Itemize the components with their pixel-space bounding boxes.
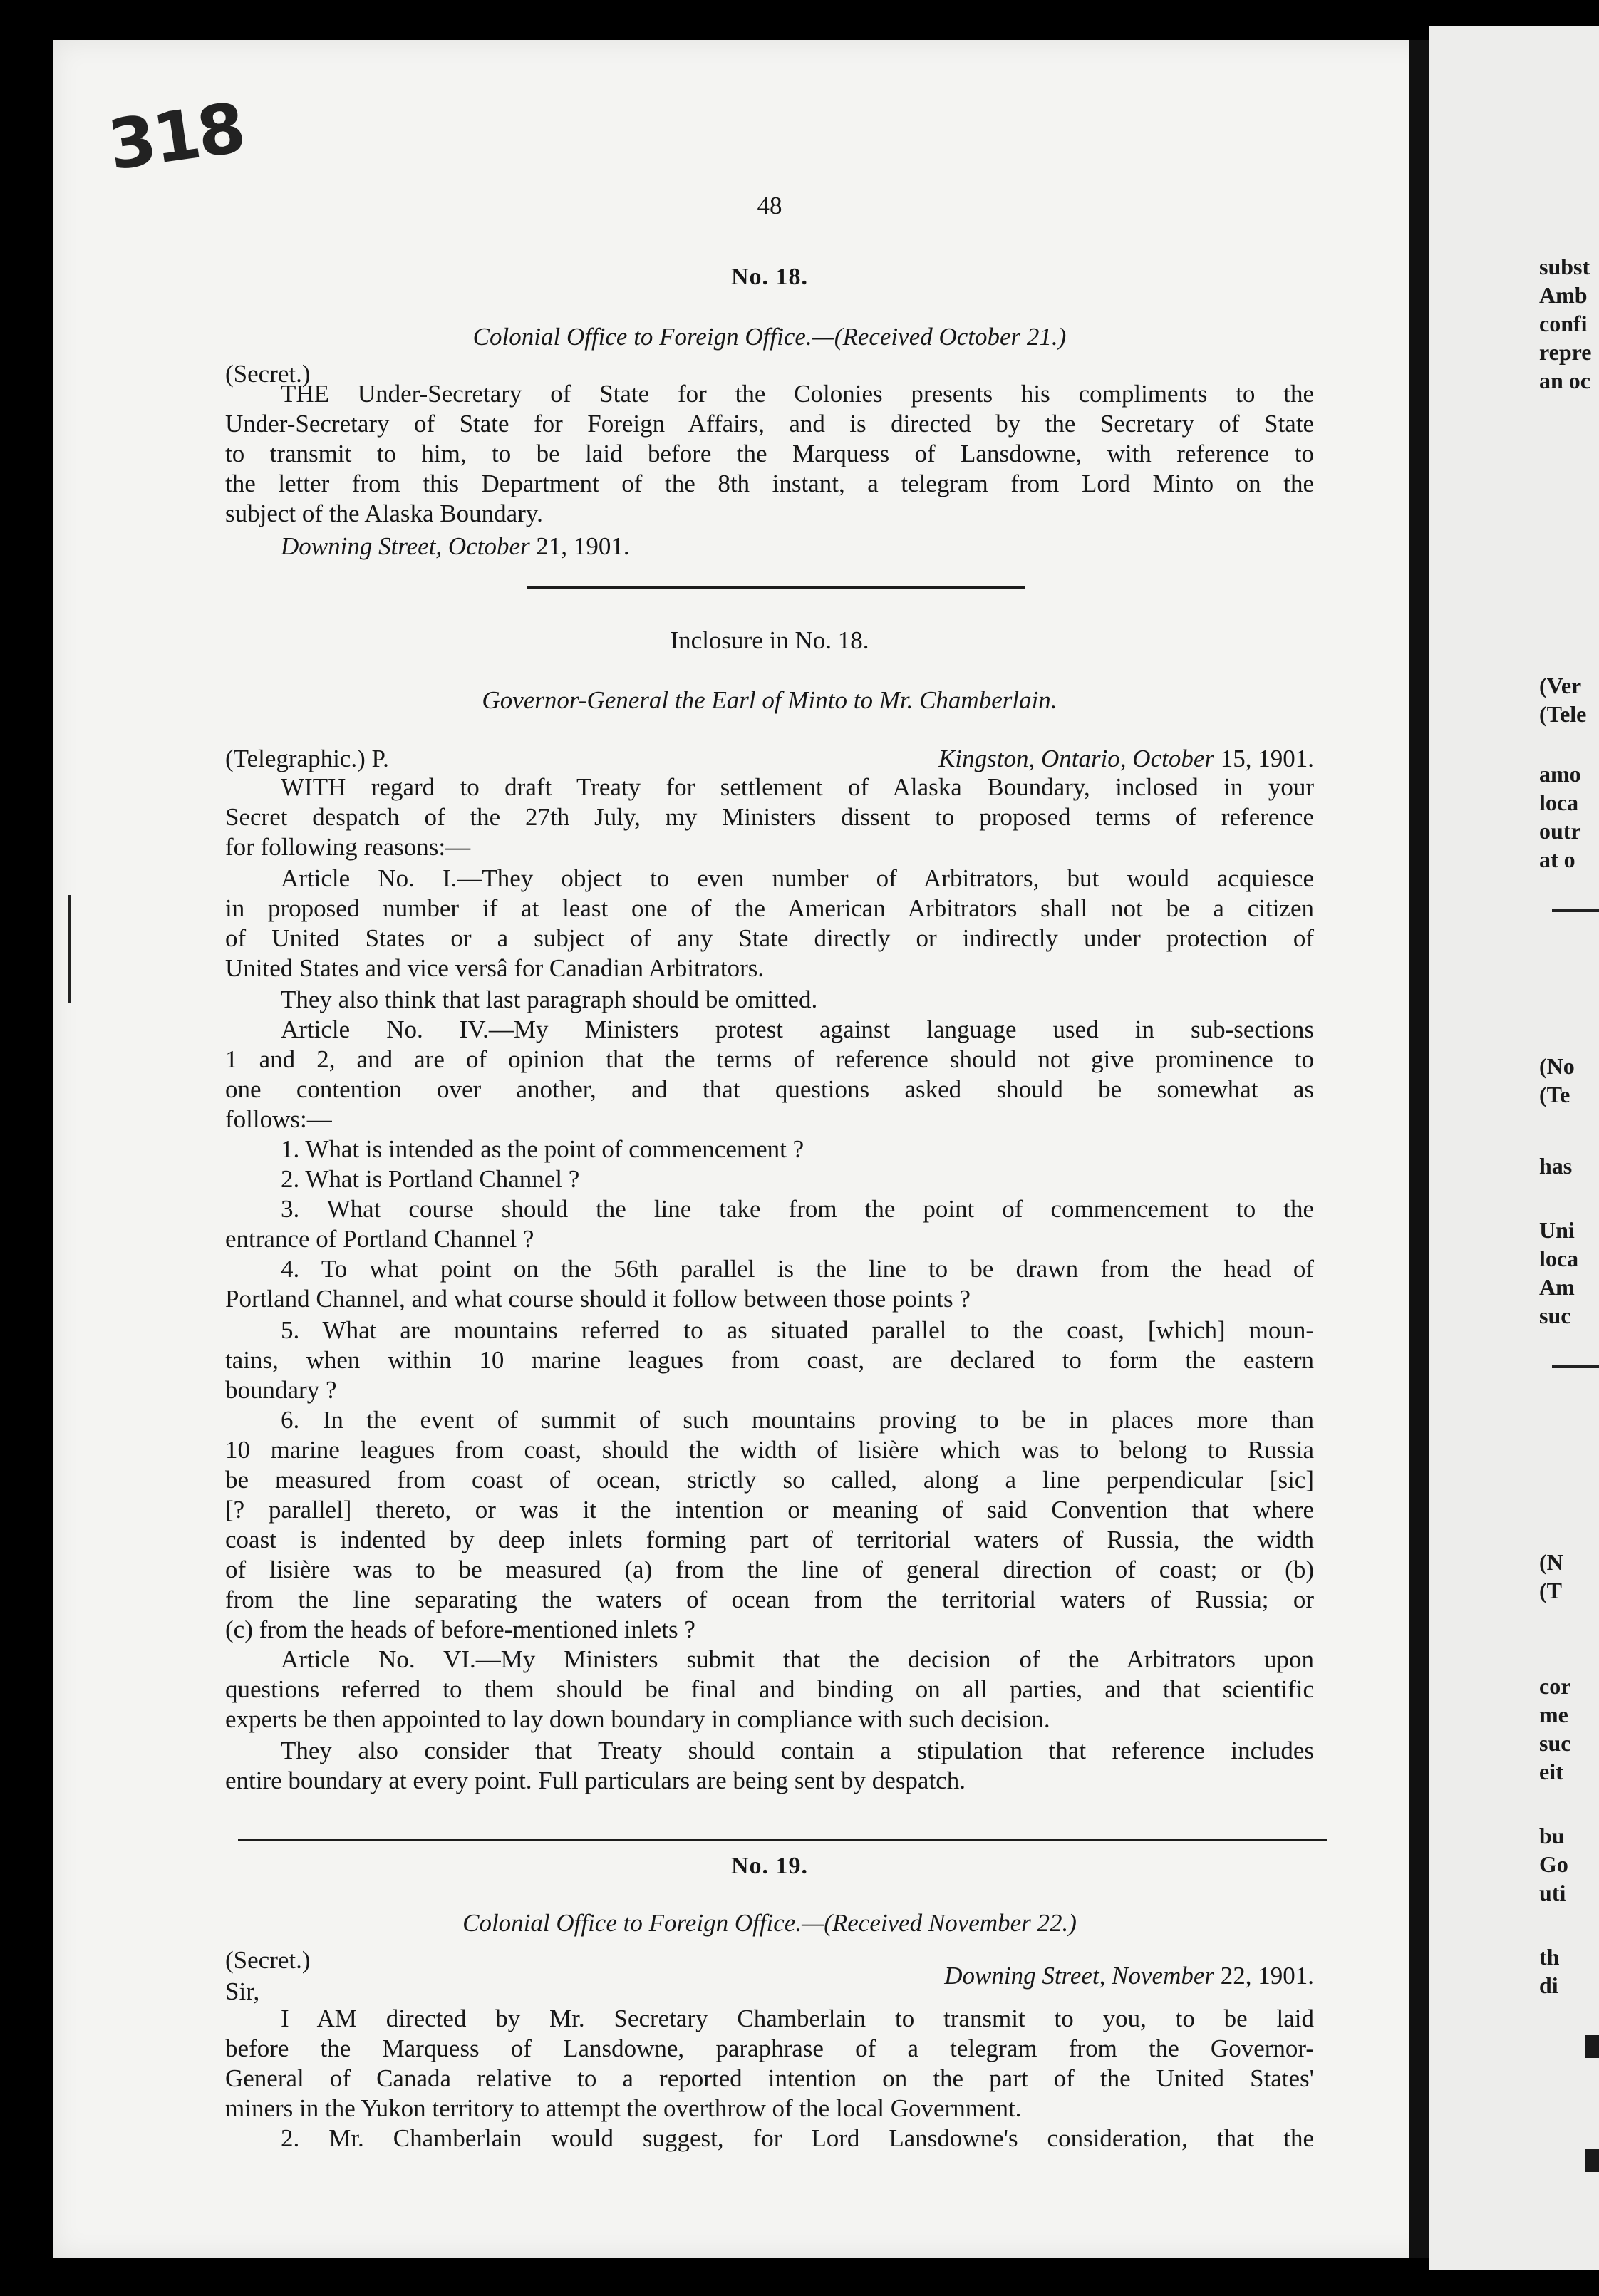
facing-rule (1552, 909, 1599, 912)
question-item: 2. What is Portland Channel ? (281, 1165, 580, 1193)
facing-fragment: has (1539, 1153, 1573, 1179)
book-gutter (1409, 40, 1429, 2258)
facing-fragment: (No (1539, 1053, 1575, 1079)
section-heading-no18: No. 18. (730, 264, 809, 290)
facing-fragment: outr (1539, 818, 1581, 844)
facing-fragment: suc (1539, 1303, 1571, 1328)
body-line: 1 and 2, and are of opinion that the terms of reference should not give prominence to (225, 1045, 1314, 1073)
body-line: They also consider that Treaty should contain a stipulation that reference includes (281, 1737, 1314, 1764)
question-item: 5. What are mountains referred to as situated parallel to the coast, [which] moun- (281, 1316, 1314, 1344)
question-item: 1. What is intended as the point of commencement ? (281, 1135, 804, 1163)
body-line: tains, when within 10 marine leagues from coast, are declared to form the eastern (225, 1346, 1314, 1374)
facing-fragment: (Tele (1539, 701, 1587, 727)
subheading-received: —(Received October 21.) (812, 323, 1067, 351)
body-line: from the line separating the waters of ocean from the territorial waters of Russia; or (225, 1586, 1314, 1613)
facing-fragment: th (1539, 1944, 1560, 1970)
facing-page-edge (1429, 26, 1599, 2270)
dateline-place: Downing Street, October (281, 532, 530, 560)
facing-fragment: repre (1539, 339, 1592, 365)
facing-fragment: at o (1539, 847, 1575, 872)
facing-fragment: eit (1539, 1759, 1563, 1784)
body-line: WITH regard to draft Treaty for settlement of Alaska Boundary, inclosed in your (281, 773, 1314, 801)
facing-fragment: Am (1539, 1274, 1575, 1300)
facing-fragment: subst (1539, 254, 1590, 279)
body-line: Article No. IV.—My Ministers protest against language used in sub-sections (281, 1015, 1314, 1043)
facing-fragment: Uni (1539, 1217, 1575, 1243)
body-line: Article No. VI.—My Ministers submit that the decision of the Arbitrators upon (281, 1645, 1314, 1673)
body-line: questions referred to them should be final and binding on all parties, and that scientific (225, 1675, 1314, 1703)
salutation: Sir, (225, 1977, 260, 2005)
body-line: of lisière was to be measured (a) from the line of general direction of coast; or (b) (225, 1556, 1314, 1583)
body-line: Under-Secretary of State for Foreign Affairs, and is directed by the Secretary of State (225, 410, 1314, 438)
facing-fragment: me (1539, 1702, 1568, 1727)
section-subheading-no18 (214, 322, 1325, 352)
dateline-date: 15, 1901. (1214, 745, 1314, 772)
body-line: one contention over another, and that questions asked should be somewhat as (225, 1075, 1314, 1103)
body-line: (c) from the heads of before-mentioned inlets ? (225, 1615, 695, 1643)
telegram-dateline (938, 744, 1314, 774)
section-divider (527, 586, 1025, 589)
body-line: miners in the Yukon territory to attempt the overthrow of the local Government. (225, 2094, 1022, 2122)
dateline (281, 532, 1314, 562)
body-line: Secret despatch of the 27th July, my Ministers dissent to proposed terms of reference (225, 803, 1314, 831)
secret-label: (Secret.) (225, 360, 311, 388)
body-line: be measured from coast of ocean, strictly so called, along a line perpendicular [sic] (225, 1466, 1314, 1494)
body-line: 2. Mr. Chamberlain would suggest, for Lord Lansdowne's consideration, that the (281, 2124, 1314, 2152)
facing-fragment: bu (1539, 1823, 1565, 1848)
question-item: 6. In the event of summit of such mountains proving to be in places more than (281, 1406, 1314, 1434)
facing-fragment: an oc (1539, 368, 1590, 393)
body-line: entrance of Portland Channel ? (225, 1225, 534, 1253)
facing-fragment: confi (1539, 311, 1588, 336)
body-line: Portland Channel, and what course should it follow between those points ? (225, 1285, 971, 1313)
body-line: entire boundary at every point. Full particulars are being sent by despatch. (225, 1767, 966, 1794)
facing-fragment: Go (1539, 1851, 1568, 1877)
page-number: 48 (757, 192, 782, 219)
dateline-date: 21, 1901. (529, 532, 630, 560)
facing-edge-mark (1585, 2149, 1599, 2172)
facing-fragment: uti (1539, 1880, 1566, 1905)
facing-fragment: cor (1539, 1673, 1571, 1699)
body-line: boundary ? (225, 1376, 337, 1404)
body-line: THE Under-Secretary of State for the Colonies presents his compliments to the (281, 380, 1314, 408)
inclosure-heading: Inclosure in No. 18. (670, 626, 869, 654)
telegram-header (225, 744, 1314, 774)
question-item: 3. What course should the line take from the point of commencement to the (281, 1195, 1314, 1223)
subheading-received: —(Received November 22.) (802, 1909, 1077, 1937)
body-line: follows:— (225, 1105, 332, 1133)
body-line: United States and vice versâ for Canadian Arbitrators. (225, 954, 765, 982)
facing-fragment: di (1539, 1972, 1558, 1998)
facing-fragment: suc (1539, 1730, 1571, 1756)
facing-fragment: amo (1539, 761, 1581, 787)
body-line: subject of the Alaska Boundary. (225, 500, 543, 527)
subheading-title: Colonial Office to Foreign Office. (462, 1909, 802, 1937)
body-line: I AM directed by Mr. Secretary Chamberlain to transmit to you, to be laid (281, 2005, 1314, 2032)
body-line: before the Marquess of Lansdowne, paraphrase of a telegram from the Governor- (225, 2034, 1314, 2062)
handwritten-page-mark: 318 (103, 88, 248, 186)
section-subheading-no19 (214, 1908, 1325, 1938)
section-divider (238, 1839, 1327, 1841)
body-line: [? parallel] thereto, or was it the intention or meaning of said Convention that where (225, 1496, 1314, 1524)
facing-fragment: loca (1539, 790, 1579, 815)
body-line: the letter from this Department of the 8th instant, a telegram from Lord Minto on the (225, 470, 1314, 497)
body-line: of United States or a subject of any State directly or indirectly under protection of (225, 924, 1314, 952)
dateline-date: 22, 1901. (1214, 1962, 1314, 1990)
facing-fragment: Amb (1539, 282, 1588, 308)
body-line: Article No. I.—They object to even number of Arbitrators, but would acquiesce (281, 864, 1314, 892)
dateline-place: Kingston, Ontario, October (938, 745, 1214, 772)
body-line: coast is indented by deep inlets forming part of territorial waters of Russia, the width (225, 1526, 1314, 1553)
facing-fragment: loca (1539, 1246, 1579, 1271)
body-line: They also think that last paragraph should be omitted. (281, 986, 818, 1013)
body-line: 10 marine leagues from coast, should the width of lisière which was to belong to Russia (225, 1436, 1314, 1464)
body-line: to transmit to him, to be laid before the Marquess of Lansdowne, with reference to (225, 440, 1314, 467)
facing-fragment: (N (1539, 1549, 1563, 1575)
section-heading-no19: No. 19. (730, 1853, 809, 1879)
body-line: in proposed number if at least one of the American Arbitrators shall not be a citizen (225, 894, 1314, 922)
secret-label: (Secret.) (225, 1946, 311, 1974)
telegraphic-label: (Telegraphic.) P. (225, 745, 389, 772)
facing-fragment: (T (1539, 1578, 1562, 1603)
body-line: General of Canada relative to a reported intention on the part of the United States' (225, 2064, 1314, 2092)
body-line: for following reasons:— (225, 833, 471, 861)
body-line: experts be then appointed to lay down boundary in compliance with such decision. (225, 1705, 1050, 1733)
inclosure-subheading: Governor-General the Earl of Minto to Mr. Chamberlain. (482, 686, 1057, 714)
facing-edge-mark (1585, 2035, 1599, 2058)
facing-fragment: (Ver (1539, 673, 1582, 698)
dateline-place: Downing Street, November (944, 1962, 1214, 1990)
facing-rule (1552, 1365, 1599, 1368)
question-item: 4. To what point on the 56th parallel is the line to be drawn from the head of (281, 1255, 1314, 1283)
margin-pencil-mark (68, 895, 71, 1003)
subheading-title: Colonial Office to Foreign Office. (472, 323, 812, 351)
facing-fragment: (Te (1539, 1082, 1570, 1107)
